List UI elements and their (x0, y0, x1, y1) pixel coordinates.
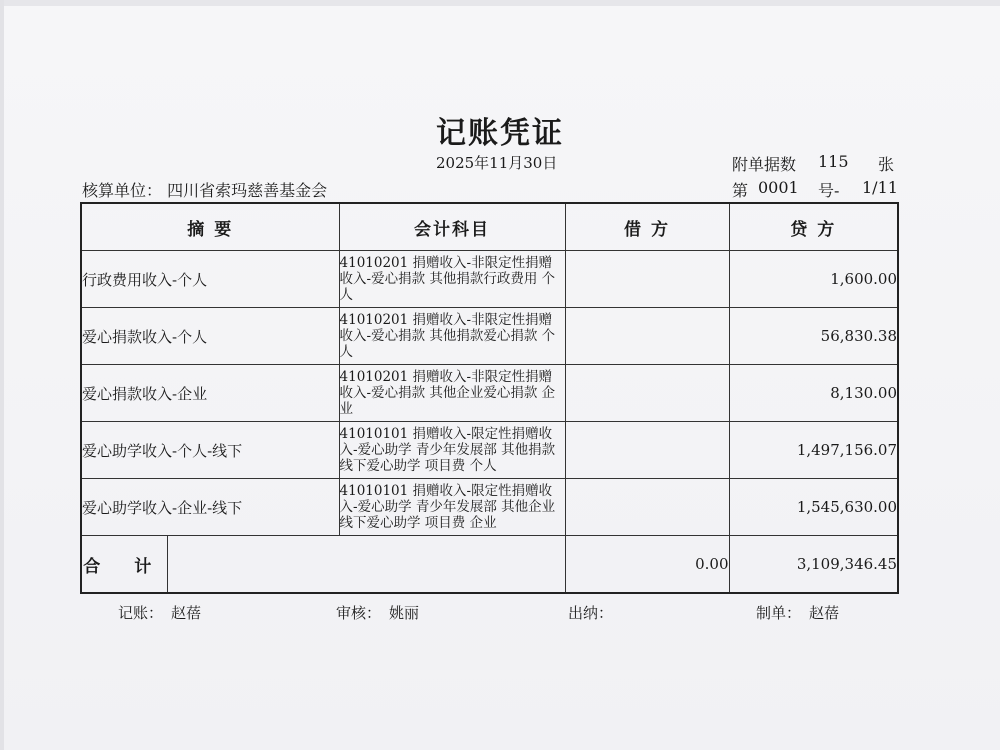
row-account: 41010201 捐赠收入-非限定性捐赠收入-爱心捐款 其他捐款行政费用 个人 (339, 251, 565, 308)
row-summary: 爱心助学收入-企业-线下 (81, 479, 339, 536)
row-credit: 8,130.00 (729, 365, 898, 422)
voucher-page: 1/11 (862, 178, 898, 197)
voucher-number-value: 0001 (758, 178, 799, 197)
row-summary: 爱心捐款收入-企业 (81, 365, 339, 422)
row-credit: 56,830.38 (729, 308, 898, 365)
row-account: 41010201 捐赠收入-非限定性捐赠收入-爱心捐款 其他捐款爱心捐款 个人 (339, 308, 565, 365)
bookkeeper-signature (118, 602, 201, 623)
row-debit (565, 422, 729, 479)
attachments-info (732, 152, 895, 175)
table-row (81, 365, 898, 422)
voucher-number-prefix: 第 (732, 181, 749, 200)
row-debit (565, 308, 729, 365)
cashier-label: 出纳： (568, 604, 614, 622)
header-debit: 借 方 (565, 203, 729, 251)
row-credit: 1,497,156.07 (729, 422, 898, 479)
row-summary: 行政费用收入-个人 (81, 251, 339, 308)
total-label: 合 计 (81, 536, 167, 594)
scan-edge-top (0, 0, 1000, 6)
total-debit: 0.00 (565, 536, 729, 594)
row-summary: 爱心捐款收入-个人 (81, 308, 339, 365)
voucher-date: 2025年11月30日 (436, 154, 558, 172)
header-summary: 摘 要 (81, 203, 339, 251)
total-credit: 3,109,346.45 (729, 536, 898, 594)
attachments-unit: 张 (878, 155, 895, 174)
reviewer-signature (336, 602, 419, 623)
voucher-title: 记账凭证 (436, 116, 564, 151)
bookkeeper-label: 记账： (118, 604, 164, 622)
row-credit: 1,545,630.00 (729, 479, 898, 536)
table-row (81, 479, 898, 536)
row-debit (565, 479, 729, 536)
table-row (81, 422, 898, 479)
reviewer-label: 审核： (336, 604, 382, 622)
attachments-label: 附单据数 (732, 155, 797, 174)
total-blank (167, 536, 565, 594)
header-credit: 贷 方 (729, 203, 898, 251)
row-credit: 1,600.00 (729, 251, 898, 308)
row-account: 41010201 捐赠收入-非限定性捐赠收入-爱心捐款 其他企业爱心捐款 企业 (339, 365, 565, 422)
row-account: 41010101 捐赠收入-限定性捐赠收入-爱心助学 青少年发展部 其他企业 线下爱心助学 项目费 企业 (339, 479, 565, 536)
header-account: 会计科目 (339, 203, 565, 251)
row-summary: 爱心助学收入-个人-线下 (81, 422, 339, 479)
table-header-row (81, 203, 898, 251)
accounting-unit (82, 178, 327, 201)
bookkeeper-name: 赵蓓 (171, 604, 202, 622)
cashier-signature (568, 602, 621, 623)
table-row (81, 308, 898, 365)
voucher-table (80, 202, 899, 594)
voucher-number-suffix: 号- (818, 181, 840, 200)
row-debit (565, 251, 729, 308)
preparer-label: 制单： (756, 604, 802, 622)
reviewer-name: 姚丽 (389, 604, 420, 622)
row-account: 41010101 捐赠收入-限定性捐赠收入-爱心助学 青少年发展部 其他捐款 线下爱心助学 项目费 个人 (339, 422, 565, 479)
attachments-count: 115 (818, 152, 849, 171)
preparer-signature (756, 602, 839, 623)
preparer-name: 赵蓓 (809, 604, 840, 622)
total-row (81, 536, 898, 594)
accounting-unit-label: 核算单位： (82, 181, 163, 200)
table-row (81, 251, 898, 308)
row-debit (565, 365, 729, 422)
accounting-unit-name: 四川省索玛慈善基金会 (167, 181, 328, 200)
